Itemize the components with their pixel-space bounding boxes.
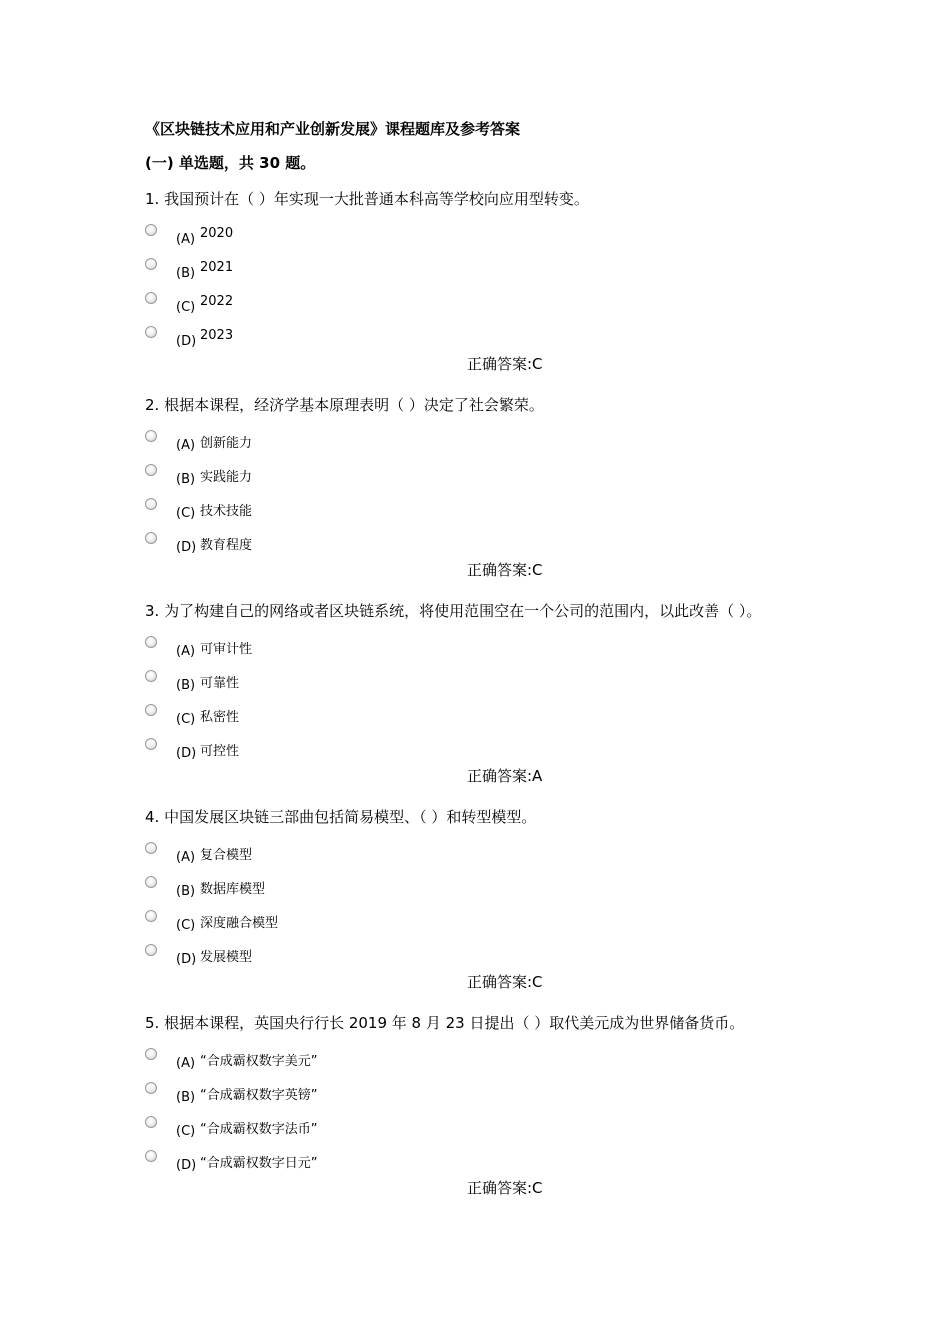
option-a[interactable] xyxy=(145,430,645,454)
radio-button[interactable] xyxy=(145,1150,157,1162)
option-a[interactable] xyxy=(145,224,645,248)
radio-button[interactable] xyxy=(145,224,157,236)
option-text: 可审计性 xyxy=(200,642,253,657)
option-text: 2022 xyxy=(200,294,234,309)
radio-button[interactable] xyxy=(145,944,157,956)
option-text: 2021 xyxy=(200,260,234,275)
radio-button[interactable] xyxy=(145,258,157,270)
radio-button[interactable] xyxy=(145,670,157,682)
option-c[interactable] xyxy=(145,704,645,728)
option-letter: (B) xyxy=(176,266,196,281)
radio-button[interactable] xyxy=(145,532,157,544)
option-b[interactable] xyxy=(145,258,645,282)
option-text: 创新能力 xyxy=(200,436,253,451)
option-letter: (B) xyxy=(176,1090,196,1105)
correct-answer: 正确答案:C xyxy=(467,561,543,579)
option-a[interactable] xyxy=(145,842,645,866)
option-letter: (C) xyxy=(176,506,196,521)
radio-button[interactable] xyxy=(145,464,157,476)
option-b[interactable] xyxy=(145,876,645,900)
option-text: 发展模型 xyxy=(200,950,253,965)
option-letter: (C) xyxy=(176,300,196,315)
option-text: “合成霸权数字美元” xyxy=(200,1054,318,1069)
correct-answer: 正确答案:C xyxy=(467,973,543,991)
radio-button[interactable] xyxy=(145,292,157,304)
option-a[interactable] xyxy=(145,1048,645,1072)
radio-button[interactable] xyxy=(145,876,157,888)
option-text: 技术技能 xyxy=(200,504,253,519)
radio-button[interactable] xyxy=(145,430,157,442)
option-text: 实践能力 xyxy=(200,470,253,485)
option-text: 复合模型 xyxy=(200,848,253,863)
option-letter: (C) xyxy=(176,918,196,933)
question-text: 1. 我国预计在（ ）年实现一大批普通本科高等学校向应用型转变。 xyxy=(145,190,589,208)
option-letter: (D) xyxy=(176,1158,197,1173)
option-c[interactable] xyxy=(145,292,645,316)
section-heading: (一) 单选题，共 30 题。 xyxy=(145,154,316,172)
option-d[interactable] xyxy=(145,738,645,762)
radio-button[interactable] xyxy=(145,636,157,648)
option-text: 教育程度 xyxy=(200,538,253,553)
option-letter: (A) xyxy=(176,1056,196,1071)
option-letter: (C) xyxy=(176,712,196,727)
question-5 xyxy=(0,1012,950,1218)
option-text: “合成霸权数字法币” xyxy=(200,1122,318,1137)
option-c[interactable] xyxy=(145,1116,645,1140)
option-letter: (B) xyxy=(176,472,196,487)
option-c[interactable] xyxy=(145,498,645,522)
question-text: 5. 根据本课程，英国央行行长 2019 年 8 月 23 日提出（ ）取代美元成为世界储备货币。 xyxy=(145,1014,745,1032)
question-text: 2. 根据本课程，经济学基本原理表明（ ）决定了社会繁荣。 xyxy=(145,396,544,414)
radio-button[interactable] xyxy=(145,910,157,922)
option-text: 可控性 xyxy=(200,744,240,759)
option-b[interactable] xyxy=(145,1082,645,1106)
option-letter: (A) xyxy=(176,850,196,865)
option-text: “合成霸权数字日元” xyxy=(200,1156,318,1171)
correct-answer: 正确答案:C xyxy=(467,355,543,373)
radio-button[interactable] xyxy=(145,1116,157,1128)
option-text: 可靠性 xyxy=(200,676,240,691)
option-c[interactable] xyxy=(145,910,645,934)
option-letter: (A) xyxy=(176,232,196,247)
question-text: 4. 中国发展区块链三部曲包括简易模型、（ ）和转型模型。 xyxy=(145,808,537,826)
question-1 xyxy=(0,188,950,394)
option-d[interactable] xyxy=(145,326,645,350)
radio-button[interactable] xyxy=(145,1082,157,1094)
option-text: 私密性 xyxy=(200,710,240,725)
radio-button[interactable] xyxy=(145,704,157,716)
option-a[interactable] xyxy=(145,636,645,660)
option-text: 2020 xyxy=(200,226,234,241)
radio-button[interactable] xyxy=(145,842,157,854)
option-letter: (D) xyxy=(176,540,197,555)
option-letter: (A) xyxy=(176,644,196,659)
correct-answer: 正确答案:A xyxy=(467,767,543,785)
option-letter: (D) xyxy=(176,334,197,349)
option-text: 深度融合模型 xyxy=(200,916,279,931)
option-d[interactable] xyxy=(145,944,645,968)
option-letter: (D) xyxy=(176,952,197,967)
option-b[interactable] xyxy=(145,670,645,694)
option-text: “合成霸权数字英镑” xyxy=(200,1088,318,1103)
radio-button[interactable] xyxy=(145,738,157,750)
option-b[interactable] xyxy=(145,464,645,488)
correct-answer: 正确答案:C xyxy=(467,1179,543,1197)
option-letter: (B) xyxy=(176,678,196,693)
option-letter: (C) xyxy=(176,1124,196,1139)
radio-button[interactable] xyxy=(145,1048,157,1060)
option-d[interactable] xyxy=(145,532,645,556)
option-text: 数据库模型 xyxy=(200,882,266,897)
radio-button[interactable] xyxy=(145,498,157,510)
option-letter: (B) xyxy=(176,884,196,899)
document-title: 《区块链技术应用和产业创新发展》课程题库及参考答案 xyxy=(145,120,521,138)
option-letter: (D) xyxy=(176,746,197,761)
question-2 xyxy=(0,394,950,600)
radio-button[interactable] xyxy=(145,326,157,338)
option-letter: (A) xyxy=(176,438,196,453)
option-text: 2023 xyxy=(200,328,234,343)
question-4 xyxy=(0,806,950,1012)
question-text: 3. 为了构建自己的网络或者区块链系统，将使用范围空在一个公司的范围内，以此改善（ ）。 xyxy=(145,602,762,620)
option-d[interactable] xyxy=(145,1150,645,1174)
question-3 xyxy=(0,600,950,806)
